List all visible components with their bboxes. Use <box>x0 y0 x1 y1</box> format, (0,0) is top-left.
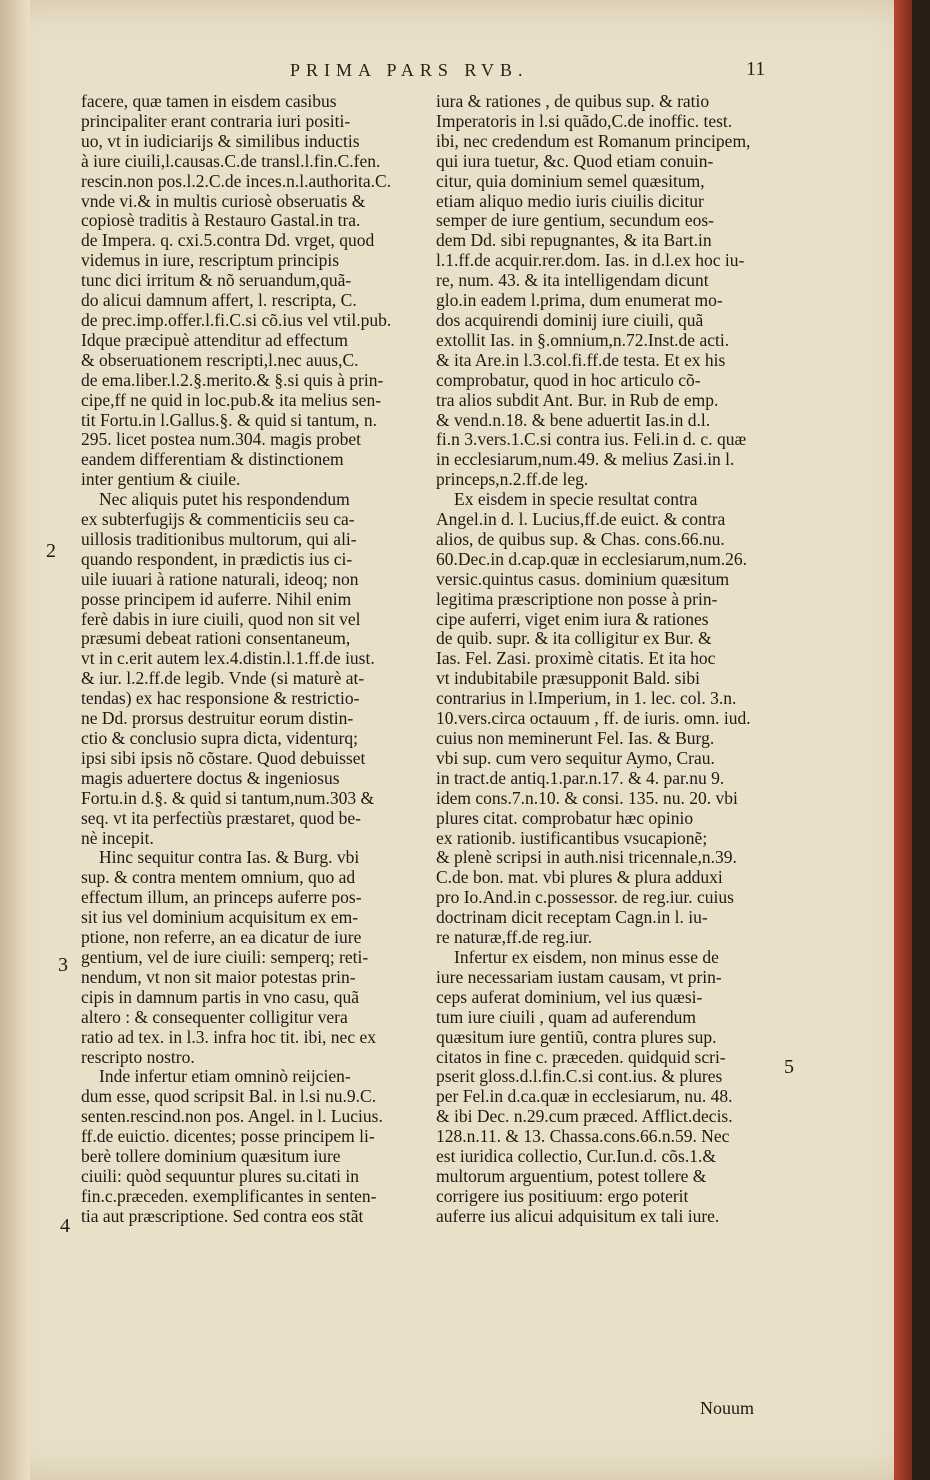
text-line: de ema.liber.l.2.§.merito.& §.si quis à prin- <box>81 370 384 390</box>
text-line: posse principem id auferre. Nihil enim <box>81 589 352 609</box>
text-line: uile iuuari à ratione naturali, ideoq; non <box>81 569 359 589</box>
text-line: 10.vers.circa octauum , ff. de iuris. omn. iud. <box>436 709 751 729</box>
catchword: Nouum <box>700 1398 754 1418</box>
text-line: à iure ciuili,l.causas.C.de transl.l.fin.C.fen. <box>81 151 381 171</box>
text-line: vt in c.erit autem lex.4.distin.l.1.ff.de iust. <box>81 649 375 669</box>
text-line: idem cons.7.n.10. & consi. 135. nu. 20. vbi <box>436 788 738 808</box>
text-line: glo.in eadem l.prima, dum enumerat mo- <box>436 291 723 311</box>
text-line: re naturæ,ff.de reg.iur. <box>436 928 593 948</box>
page-gutter <box>0 0 30 1480</box>
text-line: auferre ius alicui adquisitum ex tali iure. <box>436 1206 720 1226</box>
left-text-column <box>81 92 423 1227</box>
text-line: legitima præscriptione non posse à prin- <box>436 589 718 609</box>
text-line: vt indubitabile præsupponit Bald. sibi <box>436 669 700 689</box>
text-line: Ex eisdem in specie resultat contra <box>454 490 698 510</box>
text-line: iura & rationes , de quibus sup. & ratio <box>436 92 710 111</box>
text-line: dem Dd. sibi repugnantes, & ita Bart.in <box>436 231 712 251</box>
text-line: 128.n.11. & 13. Chassa.cons.66.n.59. Nec <box>436 1127 730 1147</box>
text-line: C.de bon. mat. vbi plures & plura adduxi <box>436 868 723 888</box>
text-line: do alicui damnum affert, l. rescripta, C. <box>81 291 357 311</box>
margin-number-4: 4 <box>60 1215 70 1237</box>
text-line: præsumi debeat rationi consentaneum, <box>81 629 351 649</box>
margin-number-2: 2 <box>46 540 56 562</box>
text-line: & vend.n.18. & bene aduertit Ias.in d.l. <box>436 410 711 430</box>
text-line: & obseruationem rescripti,l.nec auus,C. <box>81 350 359 370</box>
text-line: ex subterfugijs & commenticiis seu ca- <box>81 510 355 530</box>
text-line: pserit gloss.d.l.fin.C.si cont.ius. & plures <box>436 1067 723 1087</box>
text-line: cipe,ff ne quid in loc.pub.& ita melius sen- <box>81 390 382 410</box>
text-line: vnde vi.& in multis curiosè obseruatis & <box>81 191 366 211</box>
text-line: etiam aliquo medio iuris ciuilis dicitur <box>436 191 704 211</box>
text-line: semper de iure gentium, secundum eos- <box>436 211 714 231</box>
text-line: ferè dabis in iure ciuili, quod non sit vel <box>81 609 361 629</box>
right-text-column <box>436 92 776 1227</box>
text-line: iure necessariam iustam causam, vt prin- <box>436 967 722 987</box>
text-line: tit Fortu.in l.Gallus.§. & quid si tantum, n. <box>81 410 378 430</box>
text-line: Angel.in d. l. Lucius,ff.de euict. & contra <box>436 510 726 530</box>
folio-number: 11 <box>746 58 766 80</box>
text-line: cuius non meminerunt Fel. Ias. & Burg. <box>436 729 715 748</box>
text-line: de prec.imp.offer.l.fi.C.si cõ.ius vel vtil.pub. <box>81 310 392 330</box>
text-line: Nec aliquis putet his respondendum <box>99 490 350 510</box>
text-line: contrarius in l.Imperium, in 1. lec. col. 3.n. <box>436 689 737 709</box>
text-line: ex rationib. iustificantibus vsucapionẽ; <box>436 828 708 848</box>
text-line: effectum illum, an princeps auferre pos- <box>81 888 362 908</box>
text-line: alios, de quibus sup. & Chas. cons.66.nu. <box>436 529 725 549</box>
text-line: Hinc sequitur contra Ias. & Burg. vbi <box>99 848 360 868</box>
text-line: quæsitum iure gentiũ, contra plures sup. <box>436 1027 717 1047</box>
text-line: ctio & conclusio supra dicta, videnturq; <box>81 729 359 748</box>
text-line: altero : & consequenter colligitur vera <box>81 1007 348 1027</box>
text-line: tunc dici irritum & nõ seruandum,quã- <box>81 271 352 291</box>
text-line: pro Io.And.in c.possessor. de reg.iur. cuius <box>436 888 734 908</box>
text-line: uo, vt in iudiciarijs & similibus inductis <box>81 131 360 151</box>
text-line: re, num. 43. & ita intelligendam dicunt <box>436 271 709 291</box>
text-line: versic.quintus casus. dominium quæsitum <box>436 569 730 589</box>
text-line: comprobatur, quod in hoc articulo cõ- <box>436 370 701 390</box>
text-line: tendas) ex hac responsione & restrictio- <box>81 689 360 709</box>
text-line: de quib. supr. & ita colligitur ex Bur. & <box>436 629 712 649</box>
text-line: ff.de euictio. dicentes; posse principem li- <box>81 1127 375 1147</box>
text-line: Infertur ex eisdem, non minus esse de <box>454 947 719 967</box>
running-head: PRIMA PARS RVB. <box>290 60 529 80</box>
text-line: facere, quæ tamen in eisdem casibus <box>81 92 337 111</box>
text-line: magis aduertere doctus & ingeniosus <box>81 768 340 788</box>
text-line: berè tollere dominium quæsitum iure <box>81 1147 341 1167</box>
text-line: tia aut præscriptione. Sed contra eos stãt <box>81 1206 364 1226</box>
text-line: nendum, vt non sit maior potestas prin- <box>81 967 356 987</box>
text-line: ratio ad tex. in l.3. infra hoc tit. ibi, nec ex <box>81 1027 376 1047</box>
text-line: extollit Ias. in §.omnium,n.72.Inst.de acti. <box>436 330 730 350</box>
text-line: senten.rescind.non pos. Angel. in l. Lucius. <box>81 1107 383 1127</box>
text-line: videmus in iure, rescriptum principis <box>81 251 340 271</box>
text-line: rescin.non pos.l.2.C.de inces.n.l.authorita.C. <box>81 171 392 191</box>
text-line: dum esse, quod scripsit Bal. in l.si nu.9.C. <box>81 1087 377 1107</box>
text-line: ptione, non referre, an ea dicatur de iure <box>81 928 362 948</box>
text-line: rescripto nostro. <box>81 1047 195 1067</box>
text-line: ciuili: quòd sequuntur plures su.citati in <box>81 1166 360 1186</box>
margin-number-3: 3 <box>58 954 68 976</box>
text-line: uillosis traditionibus multorum, qui ali- <box>81 529 357 549</box>
text-line: seq. vt ita perfectiùs præstaret, quod be- <box>81 808 361 828</box>
text-line: sup. & contra mentem omnium, quo ad <box>81 868 356 888</box>
text-line: multorum arguentium, potest tollere & <box>436 1166 707 1186</box>
text-line: nè incepit. <box>81 828 154 848</box>
text-line: & iur. l.2.ff.de legib. Vnde (si maturè at- <box>81 669 365 689</box>
text-line: quando respondent, in prædictis ius ci- <box>81 549 353 569</box>
text-line: de Impera. q. cxi.5.contra Dd. vrget, quod <box>81 231 375 251</box>
text-line: principaliter erant contraria iuri positi- <box>81 111 351 131</box>
text-line: cipis in damnum partis in vno casu, quã <box>81 987 360 1007</box>
text-line: gentium, vel de iure ciuili: semperq; reti- <box>81 947 369 967</box>
text-line: Fortu.in d.§. & quid si tantum,num.303 & <box>81 788 375 808</box>
text-line: fin.c.præceden. exemplificantes in senten- <box>81 1186 377 1206</box>
text-line: princeps,n.2.ff.de leg. <box>436 470 589 490</box>
text-line: est iuridica collectio, Cur.Iun.d. cõs.1.& <box>436 1147 716 1167</box>
text-line: Ias. Fel. Zasi. proximè citatis. Et ita hoc <box>436 649 716 669</box>
text-line: ibi, nec credendum est Romanum principem, <box>436 131 751 151</box>
text-line: ne Dd. prorsus destruitur eorum distin- <box>81 709 354 729</box>
text-line: 60.Dec.in d.cap.quæ in ecclesiarum,num.26. <box>436 549 748 569</box>
text-line: Inde infertur etiam omninò reijcien- <box>99 1067 351 1087</box>
text-line: doctrinam dicit receptam Cagn.in l. iu- <box>436 908 708 928</box>
text-line: citur, quia dominium semel quæsitum, <box>436 171 705 191</box>
text-line: 295. licet postea num.304. magis probet <box>81 430 361 450</box>
text-line: & ita Are.in l.3.col.fi.ff.de testa. Et ex his <box>436 350 726 370</box>
text-line: eandem differentiam & distinctionem <box>81 450 344 470</box>
text-line: vbi sup. cum vero sequitur Aymo, Crau. <box>436 748 715 768</box>
text-line: l.1.ff.de acquir.rer.dom. Ias. in d.l.ex hoc iu- <box>436 251 745 271</box>
text-line: ceps auferat dominium, vel ius quæsi- <box>436 987 703 1007</box>
text-line: copiosè traditis à Restauro Gastal.in tra. <box>81 211 361 231</box>
text-line: inter gentium & ciuile. <box>81 470 241 490</box>
text-line: & plenè scripsi in auth.nisi tricennale,n.39. <box>436 848 737 868</box>
text-line: & ibi Dec. n.29.cum præced. Afflict.decis. <box>436 1107 733 1127</box>
text-line: fi.n 3.vers.1.C.si contra ius. Feli.in d. c. quæ <box>436 430 747 450</box>
text-line: ipsi sibi ipsis nõ cõstare. Quod debuisset <box>81 748 366 768</box>
text-line: Imperatoris in l.si quãdo,C.de inoffic. test. <box>436 111 733 131</box>
text-line: cipe auferri, viget enim iura & rationes <box>436 609 709 629</box>
text-line: corrigere ius positiuum: ergo poterit <box>436 1186 689 1206</box>
text-line: sit ius vel dominium acquisitum ex em- <box>81 908 359 928</box>
text-line: Idque præcipuè attenditur ad effectum <box>81 330 348 350</box>
text-line: dos acquirendi dominij iure ciuili, quã <box>436 310 704 330</box>
text-line: tum iure ciuili , quam ad auferendum <box>436 1007 696 1027</box>
text-line: citatos in fine c. præceden. quidquid scri- <box>436 1047 726 1067</box>
text-line: in ecclesiarum,num.49. & melius Zasi.in l. <box>436 450 735 470</box>
text-line: per Fel.in d.ca.quæ in ecclesiarum, nu. 48. <box>436 1087 733 1107</box>
text-line: qui iura tuetur, &c. Quod etiam conuin- <box>436 151 714 171</box>
margin-number-5: 5 <box>784 1056 794 1078</box>
text-line: in tract.de antiq.1.par.n.17. & 4. par.nu 9. <box>436 768 725 788</box>
text-line: plures citat. comprobatur hæc opinio <box>436 808 694 828</box>
text-line: tra alios subdit Ant. Bur. in Rub de emp. <box>436 390 719 410</box>
red-page-edge <box>894 0 912 1480</box>
